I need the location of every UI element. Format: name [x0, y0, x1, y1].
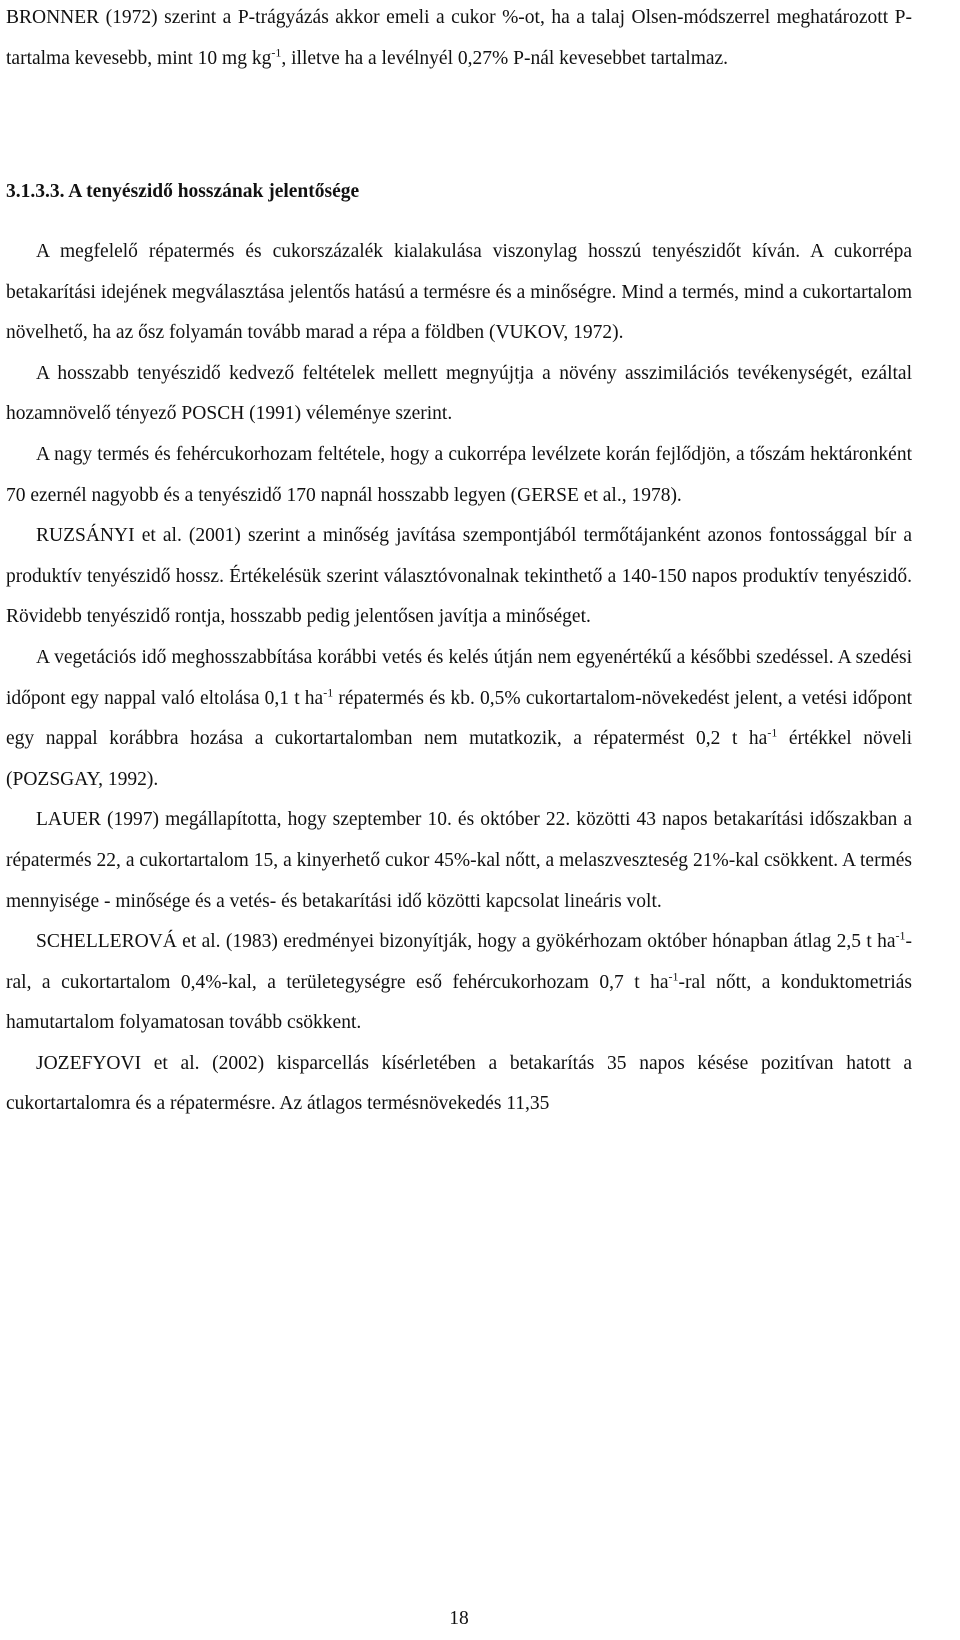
intro-text-a: BRONNER (1972) szerint a P-trágyázás akkor emeli a cukor %-ot, ha a talaj Olsen-módszerrel meghatározott P-tartalma kevesebb, mint 10 mg kg	[6, 7, 912, 69]
paragraph-8: JOZEFYOVI et al. (2002) kisparcellás kísérletében a betakarítás 35 napos késése pozitívan hatott a cukortartalomra és a répatermésre. Az átlagos termésnövekedés 11,35	[6, 1052, 912, 1115]
paragraph-2: A hosszabb tenyészidő kedvező feltételek mellett megnyújtja a növény asszimilációs tevékenységét, ezáltal hozamnövelő tényező POSCH (1991) véleménye szerint.	[6, 362, 912, 425]
superscript: -1	[323, 685, 334, 700]
superscript: -1	[767, 725, 778, 740]
superscript: -1	[668, 969, 679, 984]
page-number: 18	[449, 1608, 469, 1629]
paragraph-3: A nagy termés és fehércukorhozam feltétele, hogy a cukorrépa levélzete korán fejlődjön, a tőszám hektáronként 70 ezernél nagyobb és a tenyészidő 170 napnál hosszabb legyen (GERSE et al., 1978).	[6, 443, 912, 506]
section-heading: 3.1.3.3. A tenyészidő hosszának jelentősége	[6, 181, 360, 202]
paragraph-1: A megfelelő répatermés és cukorszázalék kialakulása viszonylag hosszú tenyészidőt kíván. A cukorrépa betakarítási idejének megválasztása jelentős hatású a termésre és a minőségre. Mind a termés, mind a cukortartalom növelhető, ha az ősz folyamán tovább marad a répa a földben (VUKOV, 1972).	[6, 241, 912, 344]
intro-text-b: , illetve ha a levélnyél 0,27% P-nál kevesebbet tartalmaz.	[281, 47, 729, 69]
body-text	[6, 232, 912, 1125]
paragraph-5-text-b: répatermés és kb. 0,5% cukortartalom-növekedést jelent, a vetési időpont egy nappal korábbra hozása a cukortartalomban nem mutatkozik, a répatermést 0,2 t ha	[6, 687, 912, 750]
paragraph-5-text-c: értékkel növeli (POZSGAY, 1992).	[6, 728, 912, 790]
paragraph-6: LAUER (1997) megállapította, hogy szeptember 10. és október 22. közötti 43 napos betakarítási időszakban a répatermés 22, a cukortartalom 15, a kinyerhető cukor 45%-kal nőtt, a melaszveszteség 21%-kal csökkent. A termés mennyisége - minősége és a vetés- és betakarítási idő közötti kapcsolat lineáris volt.	[6, 809, 912, 912]
intro-paragraph	[6, 0, 912, 79]
paragraph-7	[6, 922, 912, 1044]
paragraph-7-text-b: -ral, a cukortartalom 0,4%-kal, a területegységre eső fehércukorhozam 0,7 t ha	[6, 931, 912, 993]
paragraph-7-text-c: -ral nőtt, a konduktometriás hamutartalom folyamatosan tovább csökkent.	[6, 971, 912, 1034]
paragraph-7-text-a: SCHELLEROVÁ et al. (1983) eredményei bizonyítják, hogy a gyökérhozam október hónapban átlag 2,5 t ha	[36, 931, 896, 953]
superscript: -1	[271, 45, 282, 60]
paragraph-4: RUZSÁNYI et al. (2001) szerint a minőség javítása szempontjából termőtájanként azonos fontossággal bír a produktív tenyészidő hossz. Értékelésük szerint választóvonalnak tekinthető a 140-150 napos produktív tenyészidő. Rövidebb tenyészidő rontja, hosszabb pedig jelentősen javítja a minőséget.	[6, 525, 912, 628]
superscript: -1	[895, 928, 906, 943]
paragraph-5-text-a: A vegetációs idő meghosszabbítása korábbi vetés és kelés útján nem egyenértékű a későbbi szedéssel. A szedési időpont egy nappal való eltolása 0,1 t ha	[6, 646, 912, 709]
paragraph-5	[6, 638, 912, 800]
